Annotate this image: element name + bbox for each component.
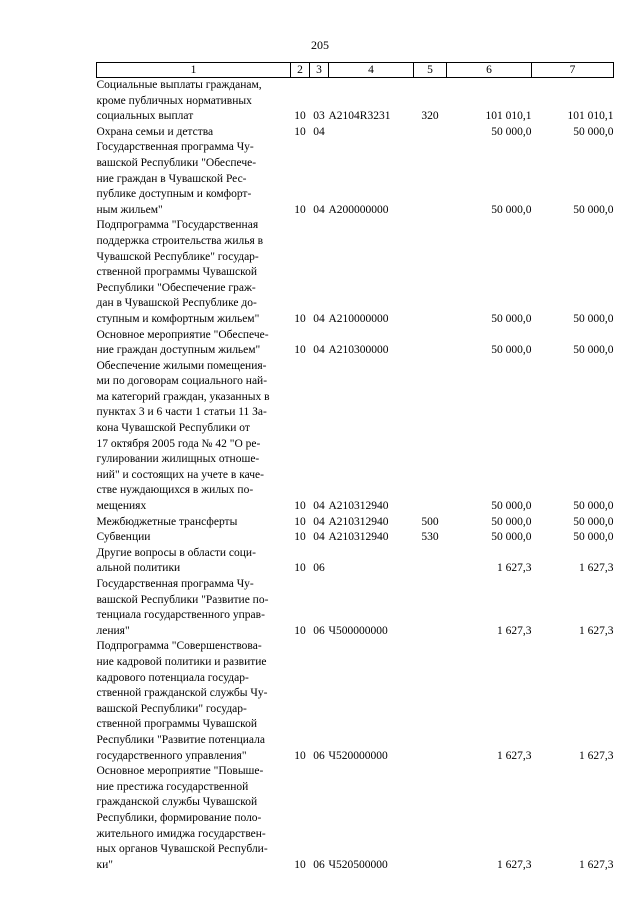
expense-type: 320 xyxy=(421,110,439,123)
amount-year-2: 50 000,0 xyxy=(573,203,614,216)
table-row xyxy=(97,764,614,873)
expense-type xyxy=(414,218,447,327)
target-article: А200000000 xyxy=(328,203,389,216)
budget-table xyxy=(96,62,614,873)
table-body xyxy=(97,78,614,874)
section-code: 10 xyxy=(294,312,306,325)
amount-year-2: 1 627,3 xyxy=(579,749,614,762)
target-article: А210312940 xyxy=(328,531,389,544)
item-name-line: Другие вопросы в области соци- xyxy=(96,546,256,559)
table-row xyxy=(97,639,614,764)
item-name xyxy=(97,359,291,515)
section-code: 10 xyxy=(294,203,306,216)
item-name-line: кадрового потенциала государ- xyxy=(96,671,249,684)
item-name-line: поддержка строительства жилья в xyxy=(96,234,264,247)
amount-year-2: 1 627,3 xyxy=(579,562,614,575)
section-code: 10 xyxy=(294,531,306,544)
item-name-line: ственной программы Чувашской xyxy=(96,266,258,279)
item-name-line: ние граждан в Чувашской Рес- xyxy=(96,172,247,185)
item-name xyxy=(97,764,291,873)
amount-year-1: 50 000,0 xyxy=(491,125,532,138)
item-name xyxy=(97,218,291,327)
item-name xyxy=(97,78,291,125)
expense-type xyxy=(414,359,447,515)
header-col-1: 1 xyxy=(97,63,291,78)
expense-type xyxy=(414,140,447,218)
section-code: 10 xyxy=(294,344,306,357)
item-name-line: жительного имиджа государствен- xyxy=(96,827,266,840)
target-article: А210000000 xyxy=(328,312,389,325)
item-name-line: ступным и комфортным жильем" xyxy=(96,312,260,325)
subsection-code: 04 xyxy=(313,500,325,513)
item-name-line: ственной гражданской службы Чу- xyxy=(96,687,268,700)
item-name xyxy=(97,639,291,764)
amount-year-2: 50 000,0 xyxy=(573,125,614,138)
subsection-code: 04 xyxy=(313,344,325,357)
amount-year-2: 1 627,3 xyxy=(579,624,614,637)
item-name-line: ма категорий граждан, указанных в xyxy=(96,390,270,403)
section-code: 10 xyxy=(294,858,306,871)
amount-year-2: 50 000,0 xyxy=(573,312,614,325)
table-header xyxy=(97,63,614,78)
item-name xyxy=(97,546,291,577)
amount-year-1: 1 627,3 xyxy=(497,749,532,762)
item-name xyxy=(97,140,291,218)
target-article: А210300000 xyxy=(328,344,389,357)
item-name-line: Республики, формирование поло- xyxy=(96,811,262,824)
expense-type xyxy=(414,764,447,873)
item-name-line: гулировании жилищных отноше- xyxy=(96,453,260,466)
item-name-line: ние граждан доступным жильем" xyxy=(96,344,261,357)
item-name-line: Государственная программа Чу- xyxy=(96,578,254,590)
item-name-line: ний" и состоящих на учете в каче- xyxy=(96,468,264,481)
item-name-line: ления" xyxy=(96,624,130,637)
target-article: Ч520500000 xyxy=(328,858,388,871)
subsection-code: 04 xyxy=(313,515,325,528)
item-name-line: Республики "Обеспечение граж- xyxy=(96,281,256,294)
item-name-line: социальных выплат xyxy=(96,110,194,123)
item-name-line: Охрана семьи и детства xyxy=(96,125,214,138)
section-code: 10 xyxy=(294,500,306,513)
table-row xyxy=(97,530,614,546)
item-name-line: Обеспечение жилыми помещения- xyxy=(96,359,267,372)
target-article: А210312940 xyxy=(328,515,389,528)
table-row xyxy=(97,140,614,218)
expense-type: 500 xyxy=(421,515,439,528)
item-name-line: ми по договорам социального най- xyxy=(96,375,268,388)
header-col-4: 4 xyxy=(329,63,414,78)
amount-year-1: 101 010,1 xyxy=(485,110,532,123)
subsection-code: 06 xyxy=(313,749,325,762)
header-col-5: 5 xyxy=(414,63,447,78)
amount-year-1: 50 000,0 xyxy=(491,500,532,513)
expense-type xyxy=(414,546,447,577)
amount-year-2: 101 010,1 xyxy=(567,110,614,123)
target-article: Ч520000000 xyxy=(328,749,388,762)
section-code: 10 xyxy=(294,749,306,762)
target-article: А210312940 xyxy=(328,500,389,513)
item-name-line: ственной программы Чувашской xyxy=(96,718,258,731)
item-name xyxy=(97,530,291,546)
item-name-line: альной политики xyxy=(96,562,181,575)
subsection-code: 06 xyxy=(313,562,325,575)
expense-type xyxy=(414,125,447,141)
header-col-6: 6 xyxy=(447,63,532,78)
subsection-code: 04 xyxy=(313,203,325,216)
header-col-7: 7 xyxy=(532,63,614,78)
amount-year-1: 1 627,3 xyxy=(497,858,532,871)
item-name xyxy=(97,328,291,359)
amount-year-2: 50 000,0 xyxy=(573,500,614,513)
item-name-line: Основное мероприятие "Обеспече- xyxy=(96,328,269,341)
page-number: 205 xyxy=(311,38,329,52)
item-name-line: гражданской службы Чувашской xyxy=(96,796,258,809)
target-article: А2104R3231 xyxy=(328,110,391,123)
item-name-line: Чувашской Республике" государ- xyxy=(96,250,259,263)
amount-year-1: 50 000,0 xyxy=(491,203,532,216)
item-name-line: Подпрограмма "Совершенствова- xyxy=(96,640,262,653)
amount-year-2: 50 000,0 xyxy=(573,344,614,357)
amount-year-1: 1 627,3 xyxy=(497,624,532,637)
table-row xyxy=(97,359,614,515)
amount-year-1: 50 000,0 xyxy=(491,312,532,325)
amount-year-1: 1 627,3 xyxy=(497,562,532,575)
section-code: 10 xyxy=(294,125,306,138)
amount-year-2: 50 000,0 xyxy=(573,515,614,528)
item-name-line: Социальные выплаты гражданам, xyxy=(96,79,262,91)
table-row xyxy=(97,328,614,359)
item-name-line: пунктах 3 и 6 части 1 статьи 11 За- xyxy=(96,406,267,419)
item-name-line: мещениях xyxy=(96,500,147,513)
target-article xyxy=(329,546,414,577)
item-name-line: Субвенции xyxy=(96,531,151,544)
table-row xyxy=(97,577,614,639)
table-row xyxy=(97,546,614,577)
subsection-code: 04 xyxy=(313,125,325,138)
subsection-code: 06 xyxy=(313,858,325,871)
amount-year-2: 50 000,0 xyxy=(573,531,614,544)
item-name-line: ние кадровой политики и развитие xyxy=(96,655,267,668)
expense-type xyxy=(414,639,447,764)
table-row xyxy=(97,125,614,141)
section-code: 10 xyxy=(294,624,306,637)
subsection-code: 04 xyxy=(313,531,325,544)
expense-type xyxy=(414,328,447,359)
amount-year-2: 1 627,3 xyxy=(579,858,614,871)
target-article xyxy=(329,125,414,141)
item-name xyxy=(97,125,291,141)
expense-type xyxy=(414,577,447,639)
item-name-line: публике доступным и комфорт- xyxy=(96,188,252,201)
item-name-line: ние престижа государственной xyxy=(96,780,249,793)
table-row xyxy=(97,218,614,327)
table-row xyxy=(97,78,614,125)
amount-year-1: 50 000,0 xyxy=(491,515,532,528)
item-name-line: дан в Чувашской Республике до- xyxy=(96,297,257,310)
subsection-code: 03 xyxy=(313,110,325,123)
item-name-line: вашской Республики "Развитие по- xyxy=(96,593,269,606)
item-name-line: Межбюджетные трансферты xyxy=(96,515,238,528)
item-name-line: стве нуждающихся в жилых по- xyxy=(96,484,254,497)
item-name-line: вашской Республики "Обеспече- xyxy=(96,156,257,169)
item-name-line: ки" xyxy=(96,858,113,871)
subsection-code: 04 xyxy=(313,312,325,325)
item-name-line: кроме публичных нормативных xyxy=(96,94,252,107)
item-name-line: Основное мероприятие "Повыше- xyxy=(96,765,264,778)
table-row xyxy=(97,515,614,531)
item-name-line: 17 октября 2005 года № 42 "О ре- xyxy=(96,437,261,450)
section-code: 10 xyxy=(294,515,306,528)
header-col-3: 3 xyxy=(310,63,329,78)
item-name-line: ных органов Чувашской Республи- xyxy=(96,843,268,856)
item-name-line: Подпрограмма "Государственная xyxy=(96,219,259,232)
item-name xyxy=(97,515,291,531)
target-article: Ч500000000 xyxy=(328,624,388,637)
header-col-2: 2 xyxy=(291,63,310,78)
item-name-line: кона Чувашской Республики от xyxy=(96,422,250,435)
section-code: 10 xyxy=(294,562,306,575)
item-name-line: государственного управления" xyxy=(96,749,247,762)
item-name-line: вашской Республики" государ- xyxy=(96,702,247,715)
item-name xyxy=(97,577,291,639)
item-name-line: тенциала государственного управ- xyxy=(96,609,265,622)
item-name-line: ным жильем" xyxy=(96,203,163,216)
item-name-line: Государственная программа Чу- xyxy=(96,141,254,154)
expense-type: 530 xyxy=(421,531,439,544)
subsection-code: 06 xyxy=(313,624,325,637)
item-name-line: Республики "Развитие потенциала xyxy=(96,733,265,746)
section-code: 10 xyxy=(294,110,306,123)
amount-year-1: 50 000,0 xyxy=(491,531,532,544)
amount-year-1: 50 000,0 xyxy=(491,344,532,357)
